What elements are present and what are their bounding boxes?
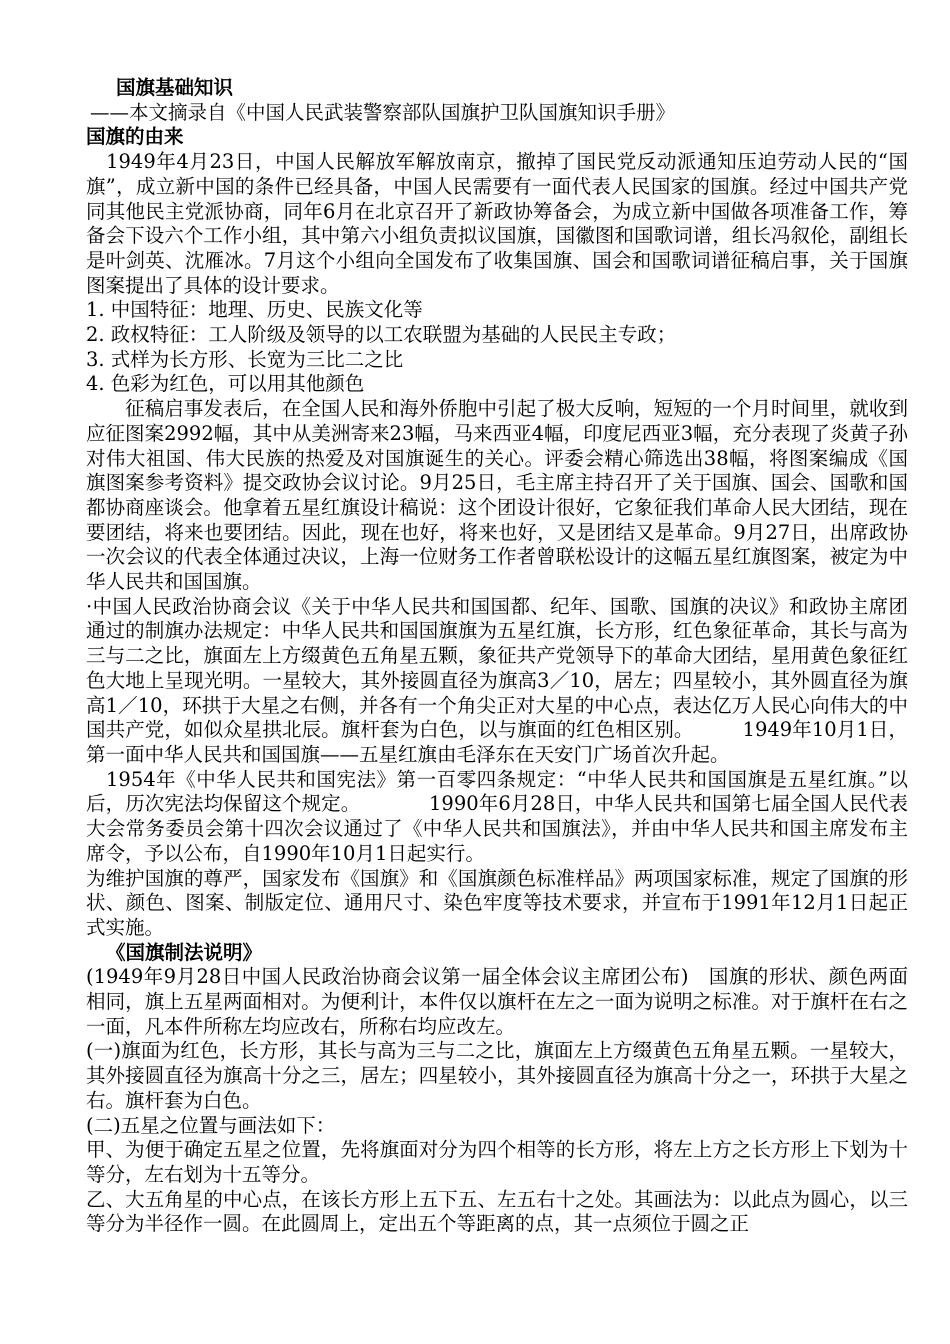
document-title: 国旗基础知识 — [116, 76, 234, 99]
document-subtitle: ——本文摘录自《中国人民武装警察部队国旗护卫队国旗知识手册》 — [90, 100, 676, 124]
paragraph-standards: 为维护国旗的尊严，国家发布《国旗》和《国旗颜色标准样品》两项国家标准，规定了国旗的形状、颜色、图案、制版定位、通用尺寸、染色牢度等技术要求，并宣布于1991年12月1日起正式实施。 — [86, 866, 908, 939]
paragraph-instructions-jia: 甲、为便于确定五星之位置，先将旗面对分为四个相等的长方形，将左上方之长方形上下划为十等分，左右划为十五等分。 — [86, 1138, 908, 1186]
paragraph-instructions-yi: 乙、大五角星的中心点，在该长方形上五下五、左五右十之处。其画法为：以此点为圆心，以三等分为半径作一圆。在此圆周上，定出五个等距离的点，其一点须位于圆之正 — [86, 1187, 908, 1236]
document-page — [86, 76, 908, 1237]
paragraph-resolution: ·中国人民政治协商会议《关于中华人民共和国国都、纪年、国歌、国旗的决议》和政协主席团通过的制旗办法规定：中华人民共和国国旗旗为五星红旗，长方形，红色象征革命，其长与高为三与二之比，旗面左上方缀黄色五角星五颗，象征共产党领导下的革命大团结，星用黄色象征红色大地上呈现光明。一星较大，其外接圆直径为旗高3／10，居左；四星较小，其外圆直径为旗高1／10，环拱于大星之右侧，并各有一个角尖正对大星的中心点，表达亿万人民心向伟大的中国共产党，如似众星拱北辰。旗杆套为白色，以与旗面的红色相区别。 1949年10月1日，第一面中华人民共和国国旗——五星红旗由毛泽东在天安门广场首次升起。 — [86, 594, 908, 766]
paragraph-instructions-1: (一)旗面为红色，长方形，其长与高为三与二之比，旗面左上方缀黄色五角星五颗。一星较大，其外接圆直径为旗高十分之三，居左；四星较小，其外接圆直径为旗高十分之一，环拱于大星之右。旗杆套为白色。 — [86, 1039, 908, 1112]
section-heading-instructions: 《国旗制法说明》 — [106, 940, 263, 964]
paragraph-instructions-2: (二)五星之位置与画法如下： — [86, 1113, 336, 1137]
section-heading-origin: 国旗的由来 — [86, 125, 184, 149]
list-item: 2. 政权特征：工人阶级及领导的以工农联盟为基础的人民民主专政； — [86, 323, 677, 347]
list-item: 4. 色彩为红色，可以用其他颜色 — [86, 372, 365, 396]
list-item: 1. 中国特征：地理、历史、民族文化等 — [86, 298, 423, 322]
paragraph-origin-2: 征稿启事发表后，在全国人民和海外侨胞中引起了极大反响，短短的一个月时间里，就收到应征图案2992幅，其中从美洲寄来23幅，马来西亚4幅，印度尼西亚3幅，充分表现了炎黄子孙对伟大祖国、伟大民族的热爱及对国旗诞生的关心。评委会精心筛选出38幅，将图案编成《国旗图案参考资料》提交政协会议讨论。9月25日，毛主席主持召开了关于国旗、国会、国歌和国都协商座谈会。他拿着五星红旗设计稿说：这个团设计很好，它象征我们革命人民大团结，现在要团结，将来也要团结。因此，现在也好，将来也好，又是团结又是革命。9月27日，出席政协一次会议的代表全体通过决议，上海一位财务工作者曾联松设计的这幅五星红旗图案，被定为中华人民共和国国旗。 — [86, 397, 908, 594]
paragraph-constitution: 1954年《中华人民共和国宪法》第一百零四条规定：“中华人民共和国国旗是五星红旗。”以后，历次宪法均保留这个规定。 1990年6月28日，中华人民共和国第七届全国人民代表大会常务委员会第十四次会议通过了《中华人民共和国旗法》，并由中华人民共和国主席发布主席令，予以公布，自1990年10月1日起实行。 — [86, 767, 908, 865]
list-item: 3. 式样为长方形、长宽为三比二之比 — [86, 347, 404, 371]
paragraph-origin-1: 1949年4月23日，中国人民解放军解放南京，撤掉了国民党反动派通知压迫劳动人民的“国旗”，成立新中国的条件已经具备，中国人民需要有一面代表人民国家的国旗。经过中国共产党同其他民主党派协商，同年6月在北京召开了新政协筹备会，为成立新中国做各项准备工作，筹备会下设六个工作小组，其中第六小组负责拟议国旗，国徽图和国歌词谱，组长冯叙伦，副组长是叶剑英、沈雁冰。7月这个小组向全国发布了收集国旗、国会和国歌词谱征稿启事，关于国旗图案提出了具体的设计要求。 — [86, 150, 908, 297]
paragraph-instructions-intro: (1949年9月28日中国人民政治协商会议第一届全体会议主席团公布) 国旗的形状、颜色两面相同，旗上五星两面相对。为便利计，本件仅以旗杆在左之一面为说明之标准。对于旗杆在右之一面，凡本件所称左均应改右，所称右均应改左。 — [86, 965, 908, 1038]
